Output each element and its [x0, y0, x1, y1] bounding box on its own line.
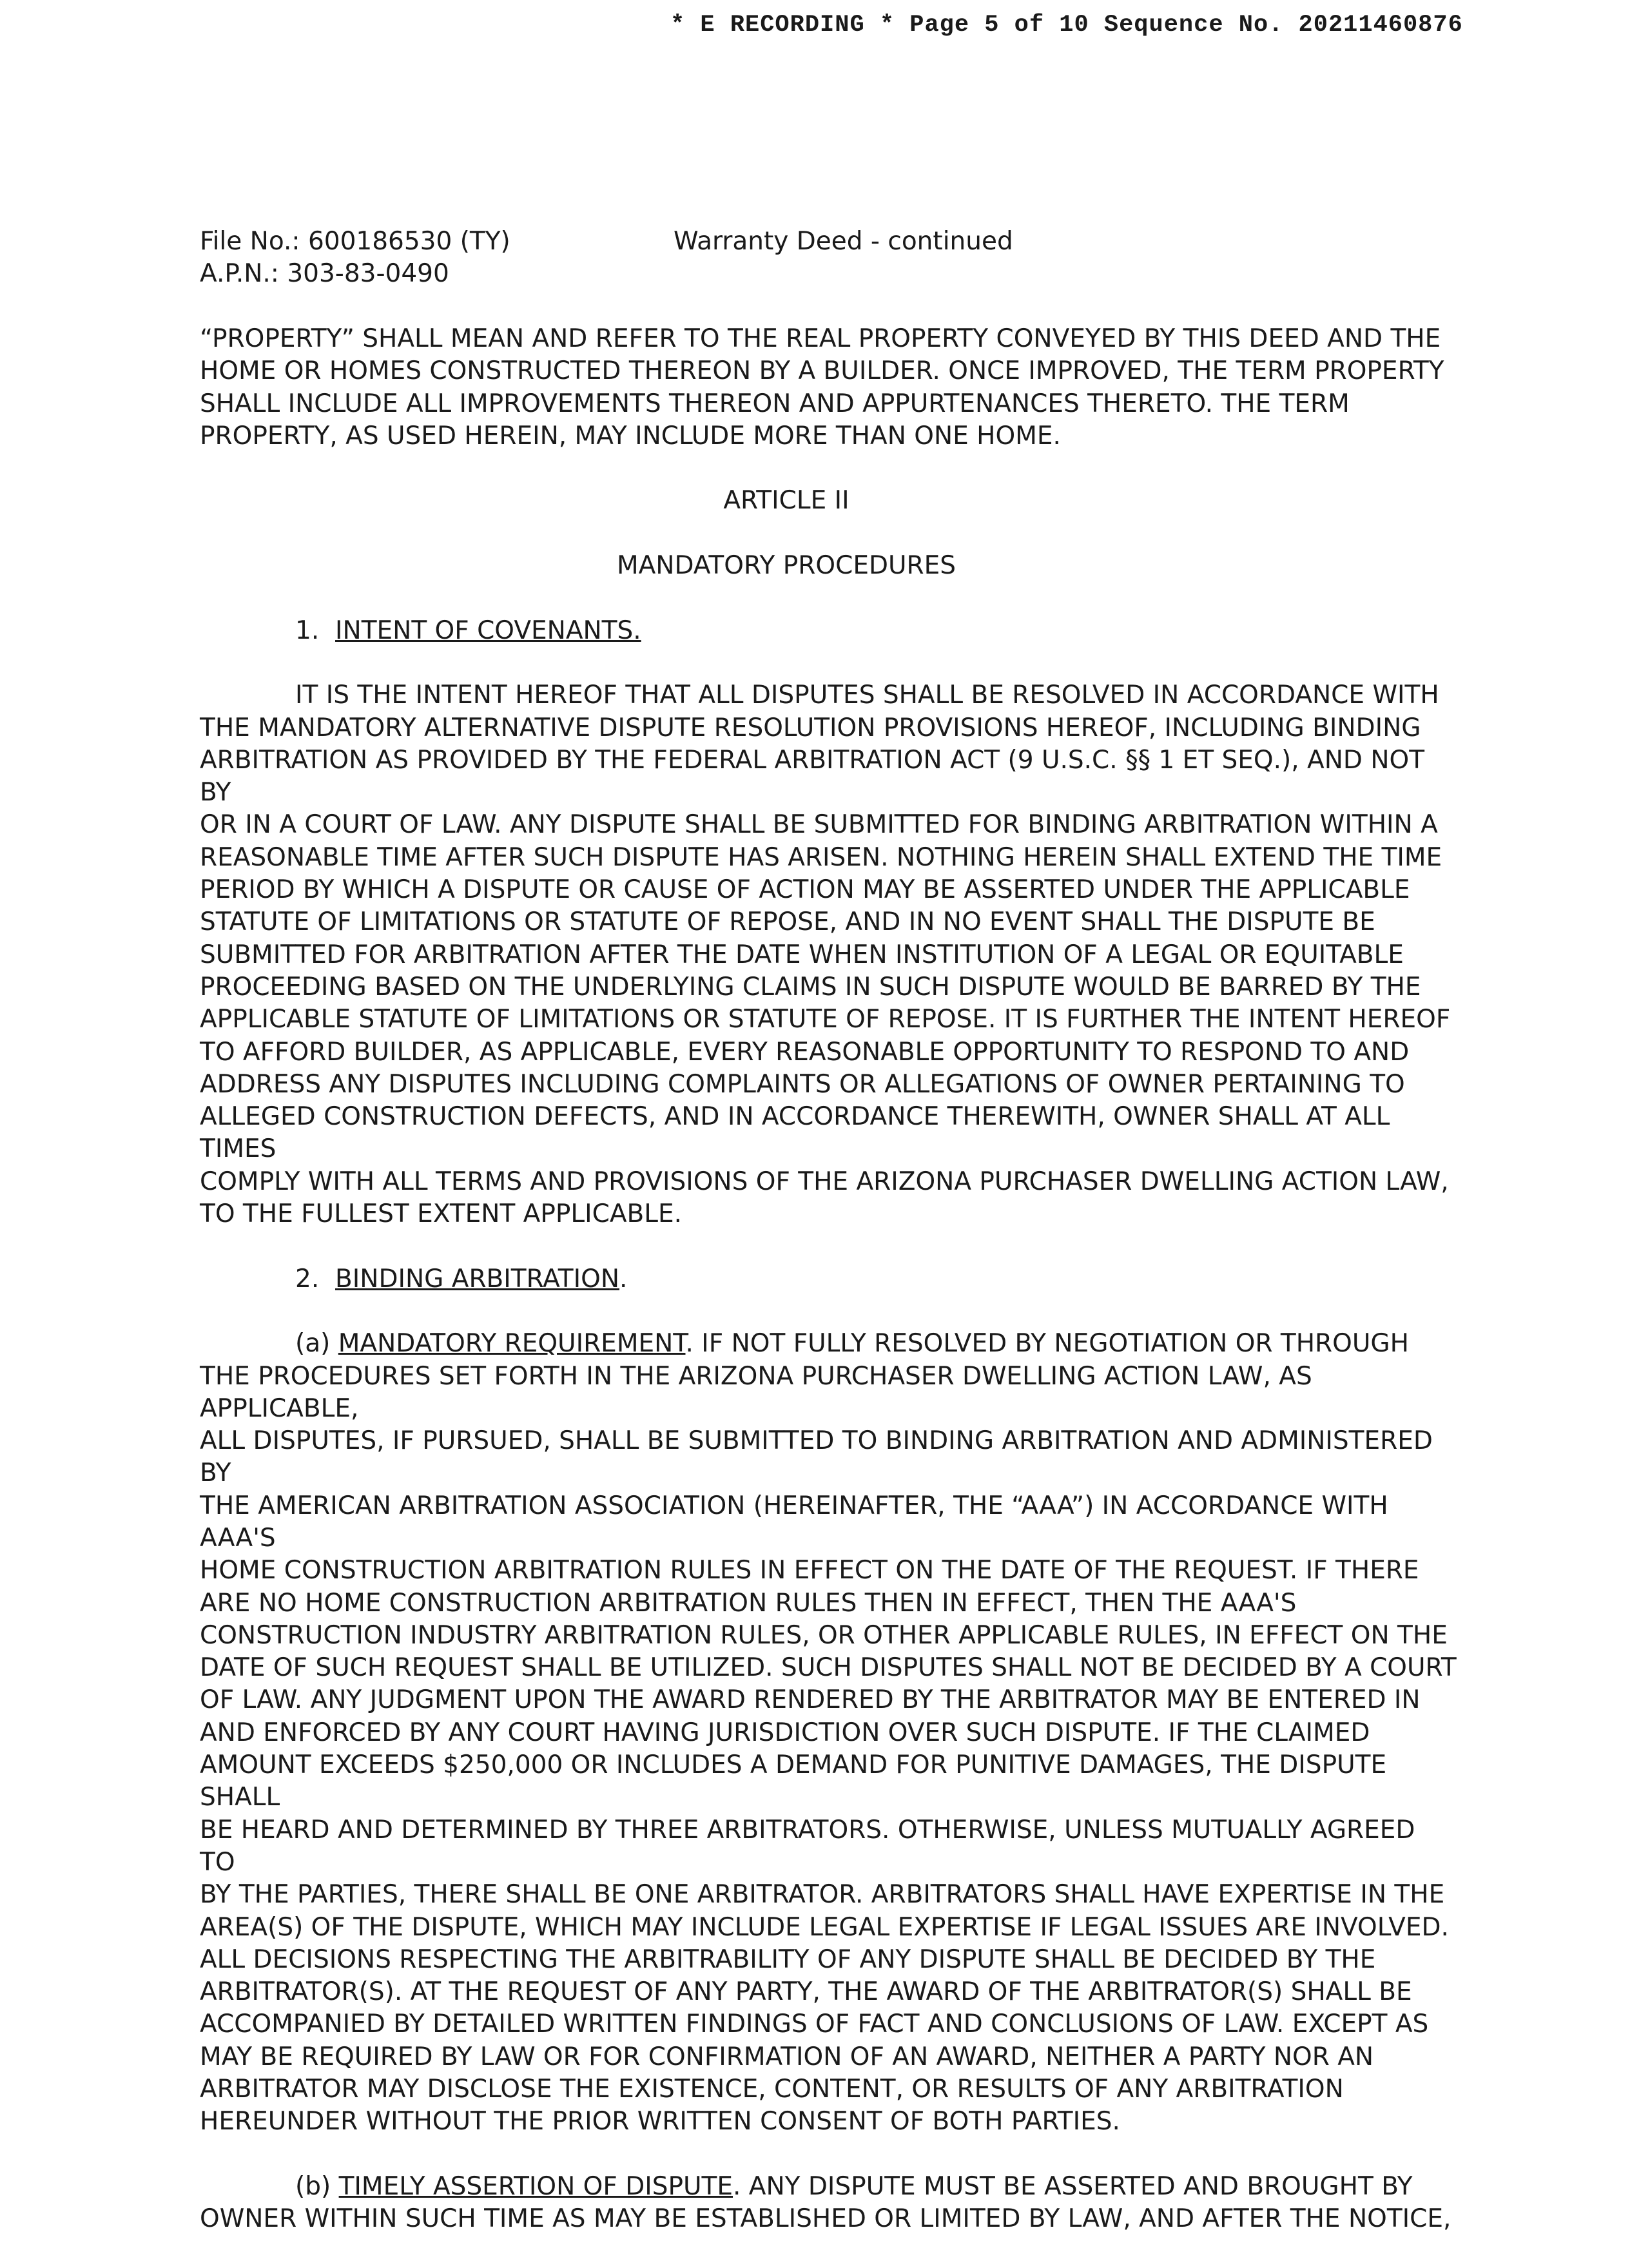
deed-title: Warranty Deed - continued — [674, 227, 1013, 256]
section-2-title-period: . — [619, 1264, 628, 1294]
section-2a-title: MANDATORY REQUIREMENT — [338, 1329, 686, 1359]
file-header — [200, 226, 1457, 291]
apn-number: A.P.N.: 303-83-0490 — [200, 259, 449, 288]
section-2-title: BINDING ARBITRATION — [335, 1264, 619, 1294]
section-2a-paragraph — [200, 1328, 1457, 2138]
section-2b-paragraph — [200, 2171, 1457, 2236]
article-subtitle: MANDATORY PROCEDURES — [616, 551, 956, 581]
file-number: File No.: 600186530 (TY) — [200, 227, 510, 256]
section-2-heading — [295, 1263, 1457, 1295]
section-2a-label: (a) — [295, 1329, 331, 1359]
property-definition-paragraph: “PROPERTY” SHALL MEAN AND REFER TO THE REAL PROPERTY CONVEYED BY THIS DEED AND THE HOME OR HOMES CONSTRUCTED THEREON BY A BUILDER. ONCE IMPROVED, THE TERM PROPERTY SHALL INCLUDE ALL IMPROVEMENTS THEREON AND APPURTENANCES THERETO. THE TERM PROPERTY, AS USED HEREIN, MAY INCLUDE MORE THAN ONE HOME. — [200, 324, 1444, 451]
section-2b-title: TIMELY ASSERTION OF DISPUTE — [338, 2171, 733, 2201]
section-1-number: 1. — [295, 615, 320, 645]
recording-stamp: * E RECORDING * Page 5 of 10 Sequence No. 20211460876 — [670, 12, 1463, 39]
section-1-title: INTENT OF COVENANTS. — [335, 615, 641, 645]
article-title: ARTICLE II — [723, 486, 849, 516]
section-2-number: 2. — [295, 1264, 320, 1294]
section-1-heading — [295, 615, 1457, 647]
section-2b-body: . ANY DISPUTE MUST BE ASSERTED AND BROUGHT BY OWNER WITHIN SUCH TIME AS MAY BE ESTABLISHED OR LIMITED BY LAW, AND AFTER THE NOTICE, — [200, 2171, 1451, 2234]
section-2b-label: (b) — [295, 2171, 331, 2201]
document-body — [200, 226, 1457, 2268]
section-1-body: IT IS THE INTENT HEREOF THAT ALL DISPUTES SHALL BE RESOLVED IN ACCORDANCE WITH THE MANDATORY ALTERNATIVE DISPUTE RESOLUTION PROVISIONS HEREOF, INCLUDING BINDING ARBITRATION AS PROVIDED BY THE FEDERAL ARBITRATION ACT (9 U.S.C. §§ 1 ET SEQ.), AND NOT BY OR IN A COURT OF LAW. ANY DISPUTE SHALL BE SUBMITTED FOR BINDING ARBITRATION WITHIN A REASONABLE TIME AFTER SUCH DISPUTE HAS ARISEN. NOTHING HEREIN SHALL EXTEND THE TIME PERIOD BY WHICH A DISPUTE OR CAUSE OF ACTION MAY BE ASSERTED UNDER THE APPLICABLE STATUTE OF LIMITATIONS OR STATUTE OF REPOSE, AND IN NO EVENT SHALL THE DISPUTE BE SUBMITTED FOR ARBITRATION AFTER THE DATE WHEN INSTITUTION OF A LEGAL OR EQUITABLE PROCEEDING BASED ON THE UNDERLYING CLAIMS IN SUCH DISPUTE WOULD BE BARRED BY THE APPLICABLE STATUTE OF LIMITATIONS OR STATUTE OF REPOSE. IT IS FURTHER THE INTENT HEREOF TO AFFORD BUILDER, AS APPLICABLE, EVERY REASONABLE OPPORTUNITY TO RESPOND TO AND ADDRESS ANY DISPUTES INCLUDING COMPLAINTS OR ALLEGATIONS OF OWNER PERTAINING TO ALLEGED CONSTRUCTION DEFECTS, AND IN ACCORDANCE THEREWITH, OWNER SHALL AT ALL TIMES COMPLY WITH ALL TERMS AND PROVISIONS OF THE ARIZONA PURCHASER DWELLING ACTION LAW, TO THE FULLEST EXTENT APPLICABLE. — [200, 681, 1451, 1229]
section-2a-body: . IF NOT FULLY RESOLVED BY NEGOTIATION OR THROUGH THE PROCEDURES SET FORTH IN THE ARIZONA PURCHASER DWELLING ACTION LAW, AS APPLICABLE, ALL DISPUTES, IF PURSUED, SHALL BE SUBMITTED TO BINDING ARBITRATION AND ADMINISTERED BY THE AMERICAN ARBITRATION ASSOCIATION (HEREINAFTER, THE “AAA”) IN ACCORDANCE WITH AAA'S HOME CONSTRUCTION ARBITRATION RULES IN EFFECT ON THE DATE OF THE REQUEST. IF THERE ARE NO HOME CONSTRUCTION ARBITRATION RULES THEN IN EFFECT, THEN THE AAA'S CONSTRUCTION INDUSTRY ARBITRATION RULES, OR OTHER APPLICABLE RULES, IN EFFECT ON THE DATE OF SUCH REQUEST SHALL BE UTILIZED. SUCH DISPUTES SHALL NOT BE DECIDED BY A COURT OF LAW. ANY JUDGMENT UPON THE AWARD RENDERED BY THE ARBITRATOR MAY BE ENTERED IN AND ENFORCED BY ANY COURT HAVING JURISDICTION OVER SUCH DISPUTE. IF THE CLAIMED AMOUNT EXCEEDS $250,000 OR INCLUDES A DEMAND FOR PUNITIVE DAMAGES, THE DISPUTE SHALL BE HEARD AND DETERMINED BY THREE ARBITRATORS. OTHERWISE, UNLESS MUTUALLY AGREED TO BY THE PARTIES, THERE SHALL BE ONE ARBITRATOR. ARBITRATORS SHALL HAVE EXPERTISE IN THE AREA(S) OF THE DISPUTE, WHICH MAY INCLUDE LEGAL EXPERTISE IF LEGAL ISSUES ARE INVOLVED. ALL DECISIONS RESPECTING THE ARBITRABILITY OF ANY DISPUTE SHALL BE DECIDED BY THE ARBITRATOR(S). AT THE REQUEST OF ANY PARTY, THE AWARD OF THE ARBITRATOR(S) SHALL BE ACCOMPANIED BY DETAILED WRITTEN FINDINGS OF FACT AND CONCLUSIONS OF LAW. EXCEPT AS MAY BE REQUIRED BY LAW OR FOR CONFIRMATION OF AN AWARD, NEITHER A PARTY NOR AN ARBITRATOR MAY DISCLOSE THE EXISTENCE, CONTENT, OR RESULTS OF ANY ARBITRATION HEREUNDER WITHOUT THE PRIOR WRITTEN CONSENT OF BOTH PARTIES. — [200, 1329, 1457, 2137]
